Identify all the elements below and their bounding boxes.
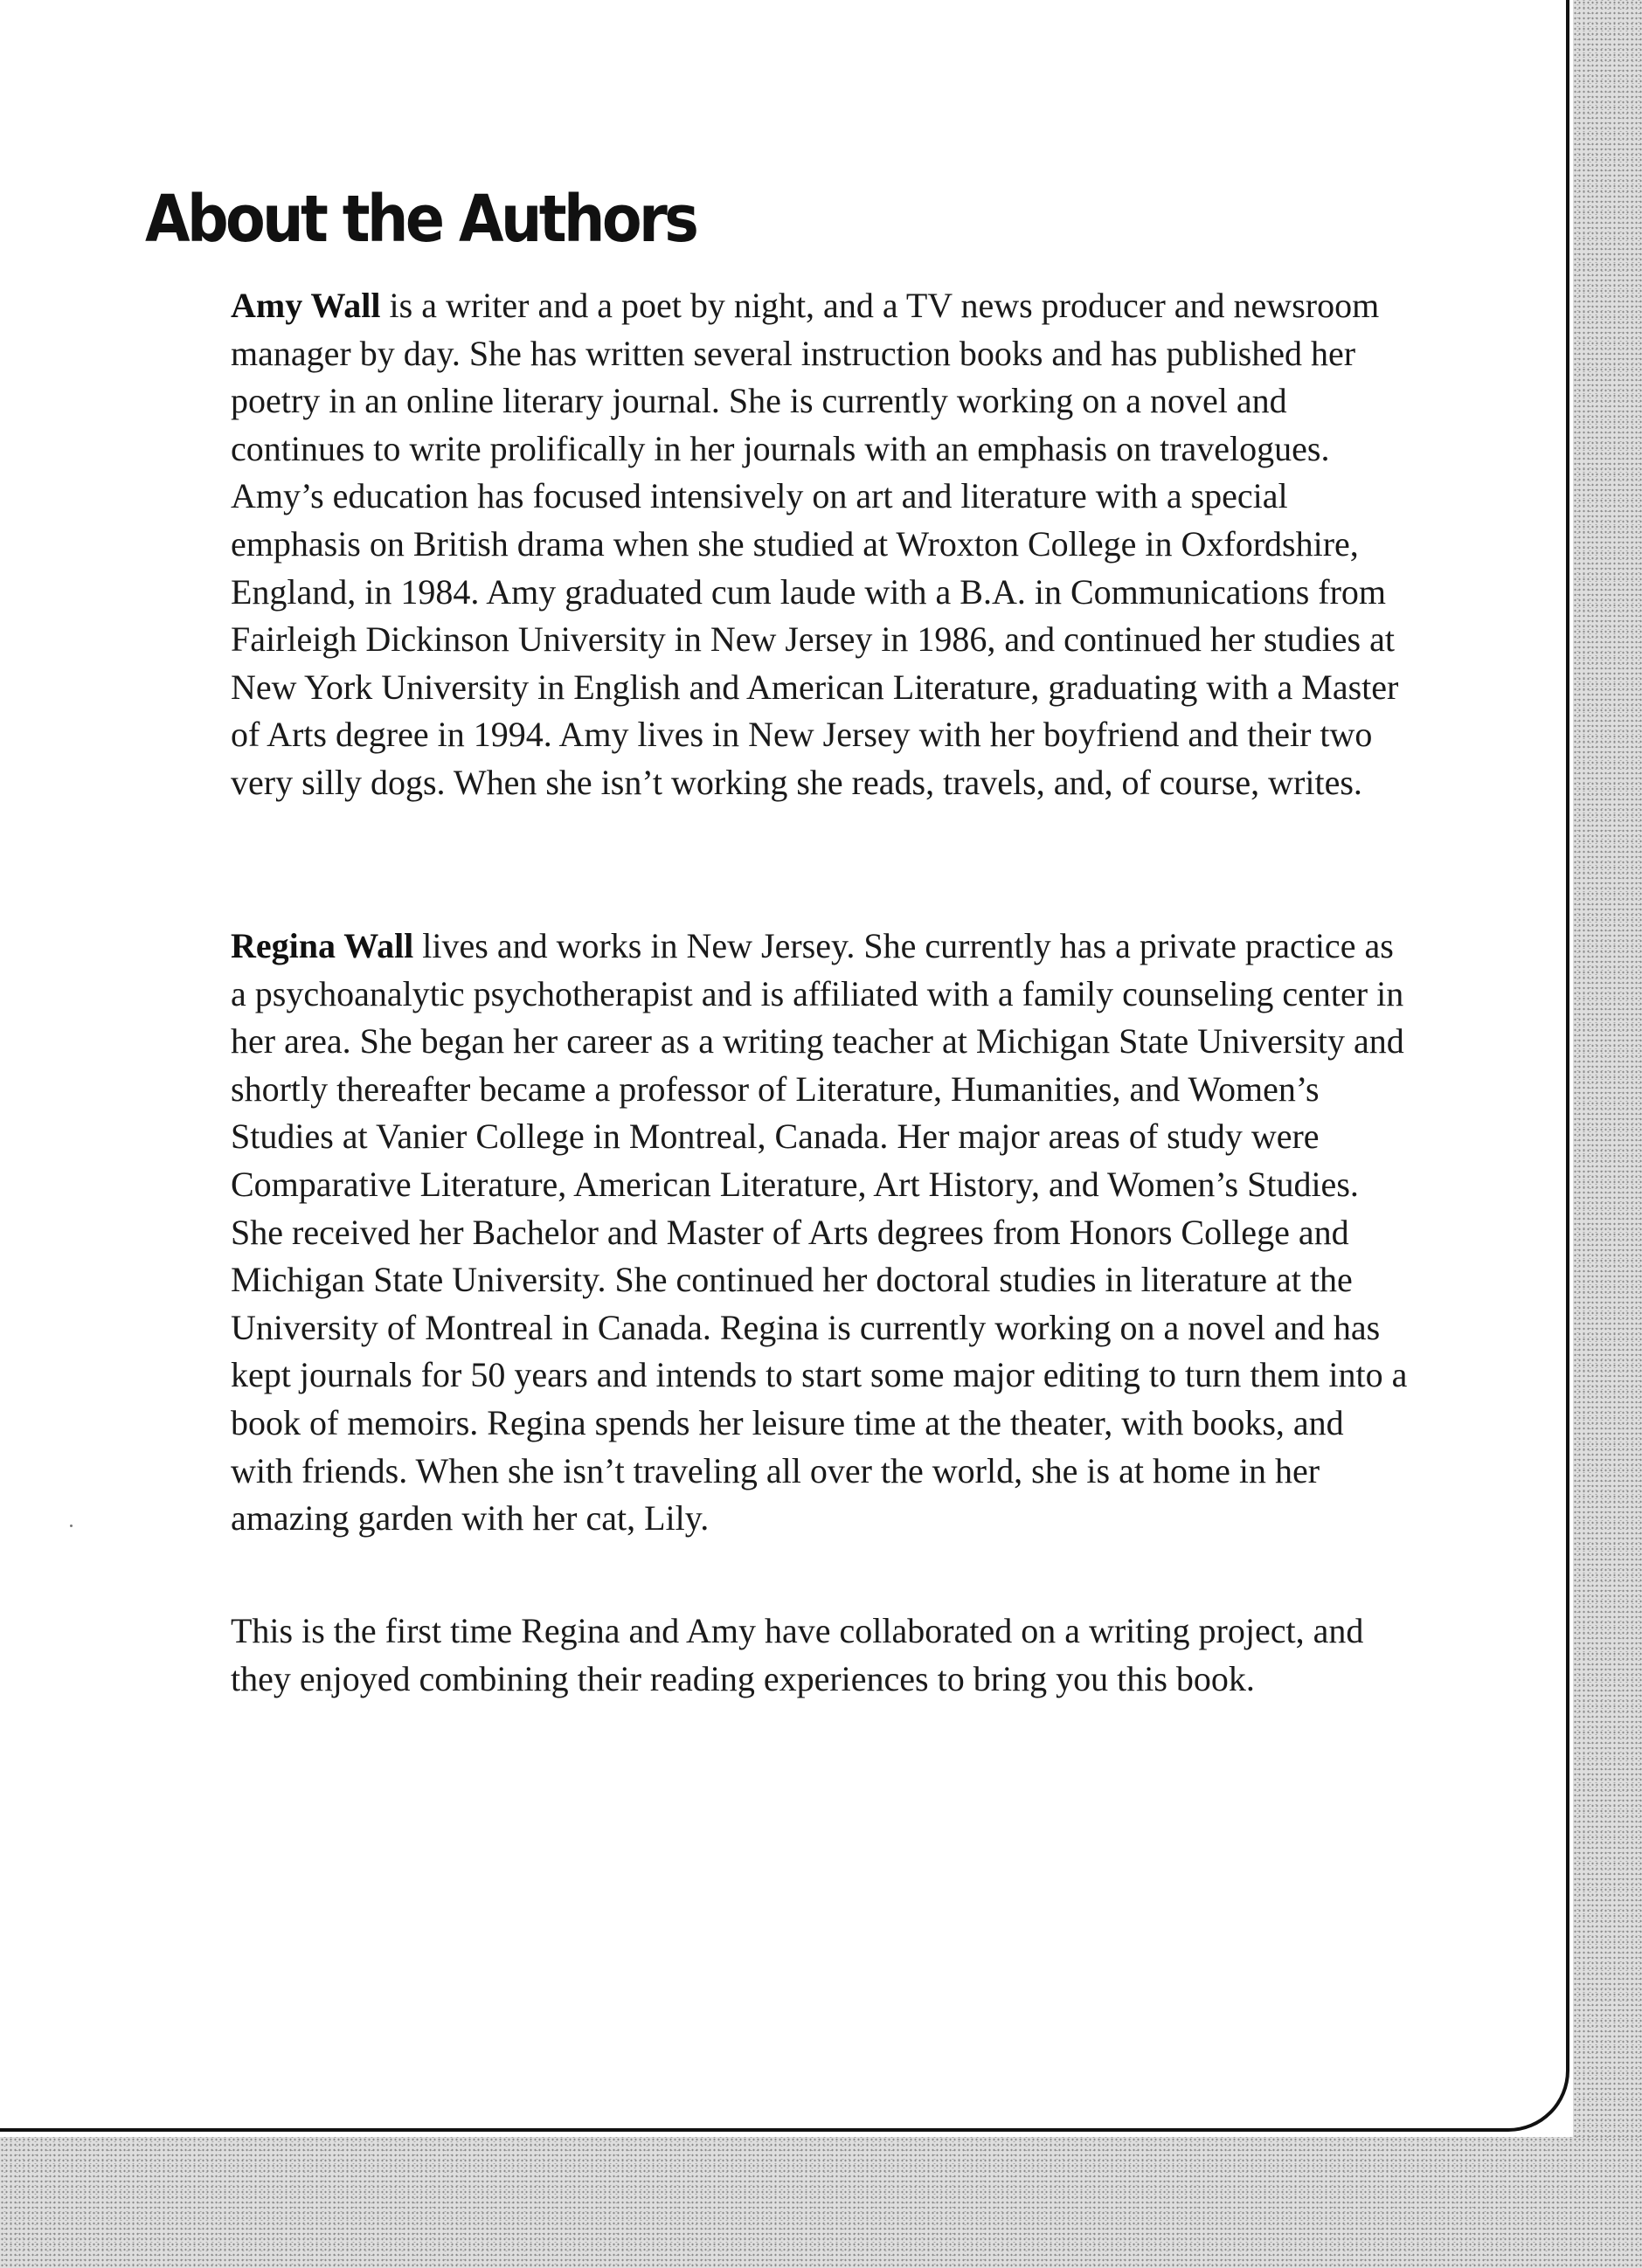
- bio-amy-text: is a writer and a poet by night, and a TV news producer and newsroom manager by day. She has written several instruction books and has published her poetry in an online literary journal. She is currently working on a novel and continues to write prolifically in her journals with an emphasis on travelogues. Amy’s education has focused intensively on art and literature with a special emphasis on British drama when she studied at Wroxton College in Oxfordshire, England, in 1984. Amy graduated cum laude with a B.A. in Communications from Fairleigh Dickinson University in New Jersey in 1986, and continued her studies at New York University in English and American Literature, graduating with a Master of Arts degree in 1994. Amy lives in New Jersey with her boyfriend and their two very silly dogs. When she isn’t working she reads, travels, and, of course, writes.: [231, 286, 1399, 802]
- speckled-margin-bottom: [0, 2137, 1642, 2268]
- closing-paragraph: This is the first time Regina and Amy have collaborated on a writing project, and they enjoyed combining their reading experiences to bring you this book.: [231, 1611, 1364, 1698]
- bio-amy-wall: [231, 282, 1412, 807]
- bio-regina-wall: [231, 923, 1412, 1543]
- author-name-regina: Regina Wall: [231, 926, 414, 965]
- bio-regina-text: lives and works in New Jersey. She currently has a private practice as a psychoanalytic psychotherapist and is affiliated with a family counseling center in her area. She began her career as a writing teacher at Michigan State University and shortly thereafter became a professor of Literature, Humanities, and Women’s Studies at Vanier College in Montreal, Canada. Her major areas of study were Comparative Literature, American Literature, Art History, and Women’s Studies. She received her Bachelor and Master of Arts degrees from Honors College and Michigan State University. She continued her doctoral studies in literature at the University of Montreal in Canada. Regina is currently working on a novel and has kept journals for 50 years and intends to start some major editing to turn them into a book of memoirs. Regina spends her leisure time at the theater, with books, and with friends. When she isn’t traveling all over the world, she is at home in her amazing garden with her cat, Lily.: [231, 926, 1408, 1539]
- page-title: About the Authors: [145, 182, 696, 257]
- stray-print-mark: [70, 1525, 73, 1527]
- author-name-amy: Amy Wall: [231, 286, 381, 325]
- speckled-margin-right: [1573, 0, 1642, 2268]
